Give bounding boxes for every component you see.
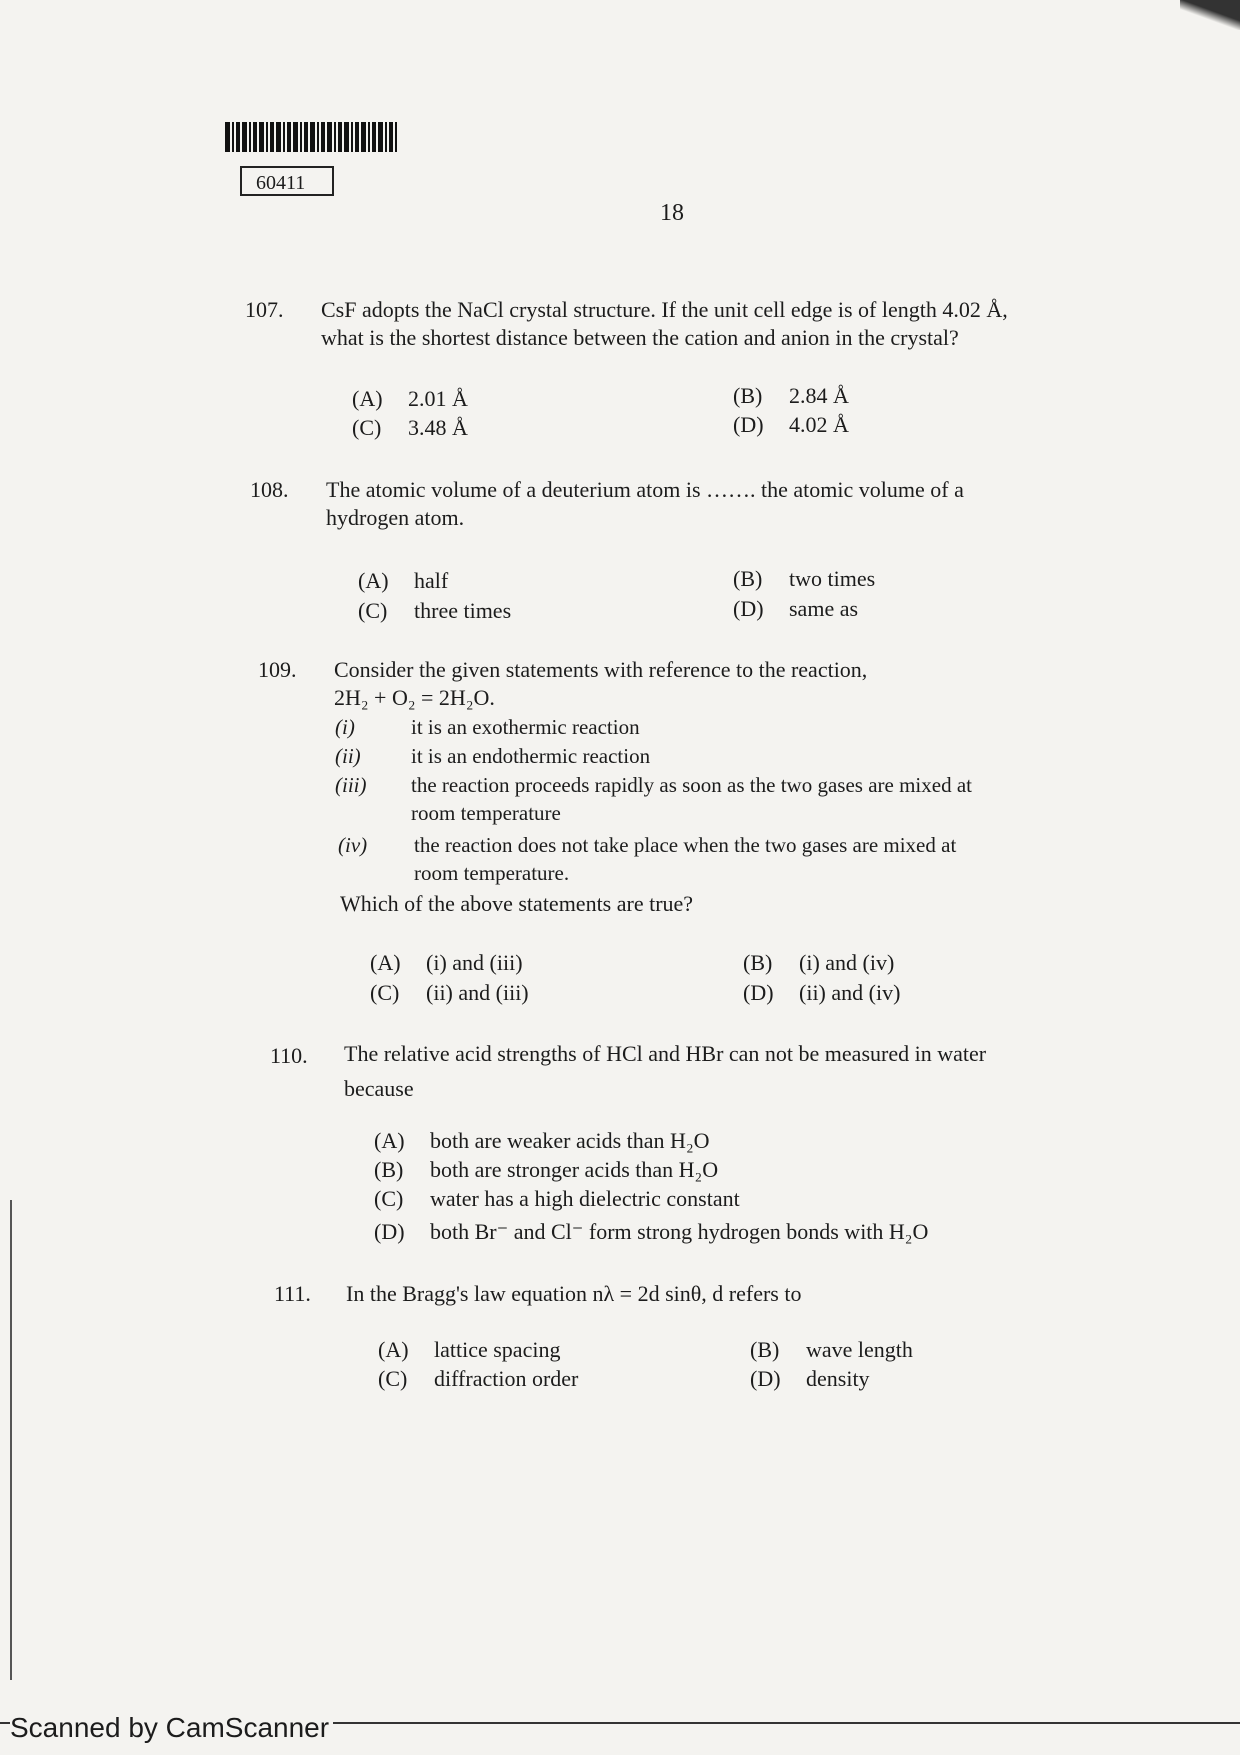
option-110-c: (C) water has a high dielectric constant xyxy=(374,1186,740,1211)
option-111-a: (A) lattice spacing xyxy=(378,1337,561,1362)
option-109-b: (B) (i) and (iv) xyxy=(743,950,895,975)
question-number: 107. xyxy=(245,297,284,322)
option-110-d: (D) both Br⁻ and Cl⁻ form strong hydrogen bonds with H₂O xyxy=(374,1219,929,1244)
scan-edge-line xyxy=(10,1200,12,1680)
option-111-c: (C) diffraction order xyxy=(378,1366,579,1391)
question-stem-line: The relative acid strengths of HCl and HBr can not be measured in water xyxy=(344,1041,987,1066)
option-111-b: (B) wave length xyxy=(750,1337,913,1362)
question-number: 108. xyxy=(250,477,289,502)
option-107-c: (C) 3.48 Å xyxy=(352,415,468,440)
question-stem-line: what is the shortest distance between the cation and anion in the crystal? xyxy=(321,325,959,350)
question-stem-line: The atomic volume of a deuterium atom is ……. the atomic volume of a xyxy=(326,477,964,502)
question-number: 109. xyxy=(258,657,297,682)
scan-corner-shadow xyxy=(1180,0,1240,30)
question-stem-line: CsF adopts the NaCl crystal structure. If the unit cell edge is of length 4.02 Å, xyxy=(321,297,1008,322)
option-108-c: (C) three times xyxy=(358,598,512,623)
question-stem-line: Consider the given statements with reference to the reaction, xyxy=(334,657,868,682)
paper-code: 60411 xyxy=(240,166,334,196)
option-107-a: (A) 2.01 Å xyxy=(352,386,468,411)
question-number: 110. xyxy=(270,1043,308,1068)
option-107-b: (B) 2.84 Å xyxy=(733,383,849,408)
question-number: 111. xyxy=(274,1281,311,1306)
question-stem-line: hydrogen atom. xyxy=(326,505,465,530)
question-stem-line: In the Bragg's law equation nλ = 2d sinθ, d refers to xyxy=(346,1281,802,1306)
option-108-a: (A) half xyxy=(358,568,449,593)
scanner-watermark: Scanned by CamScanner xyxy=(10,1712,333,1744)
page-number: 18 xyxy=(660,200,684,226)
option-109-a: (A) (i) and (iii) xyxy=(370,950,523,975)
option-110-a: (A) both are weaker acids than H₂O xyxy=(374,1128,710,1153)
option-107-d: (D) 4.02 Å xyxy=(733,412,849,437)
question-stem-line: because xyxy=(344,1076,414,1101)
option-109-c: (C) (ii) and (iii) xyxy=(370,980,529,1005)
barcode xyxy=(225,122,397,152)
reaction-equation: 2H₂ + O₂ = 2H₂O. xyxy=(334,685,495,710)
question-109-prompt: Which of the above statements are true? xyxy=(340,891,694,916)
option-109-d: (D) (ii) and (iv) xyxy=(743,980,901,1005)
option-108-b: (B) two times xyxy=(733,566,876,591)
option-111-d: (D) density xyxy=(750,1366,870,1391)
exam-page: 60411 18 107. CsF adopts the NaCl crystal structure. If the unit cell edge is of length 4.02 Å, what is the shortest distance between the cation and anion in the crystal? (A) 2.01 Å (B) 2.84 Å (C) 3.48 Å (D) 4.02 Å 108. The atomic volume of a deuterium atom is ……. the atomic volume of a hydrogen atom. (A) half (B) two times (C) three times (D) same as 109. Consider the given statements with reference to the reaction, 2H₂ + O₂ = 2H₂O. (i) it is an exothermic reaction (ii) it is an endothermic reaction (iii) the reaction proceeds rapidly as soon as the two gases are mixed at room temperature (iv) the reaction does not take place when the two gases are mixed at room temperature. Which of the above statements are true? (A) (i) and (iii) (B) (i) and (iv) (C) (ii) and (iii) (D) (ii) and (iv) 110. The relative acid strengths of HCl and HBr can not be measured in water because (A) both are weaker acids than H₂O (B) both are stronger acids than H₂O (C) water has a high dielectric constant (D) both Br⁻ and Cl⁻ form strong hydrogen bonds with H₂O 111. In the Bragg's law equation nλ = 2d sinθ, d refers to (A) lattice spacing (B) wave length (C) diffraction order (D) density Scanned by CamScanner xyxy=(0,0,1240,1755)
option-108-d: (D) same as xyxy=(733,596,859,621)
option-110-b: (B) both are stronger acids than H₂O xyxy=(374,1157,719,1182)
